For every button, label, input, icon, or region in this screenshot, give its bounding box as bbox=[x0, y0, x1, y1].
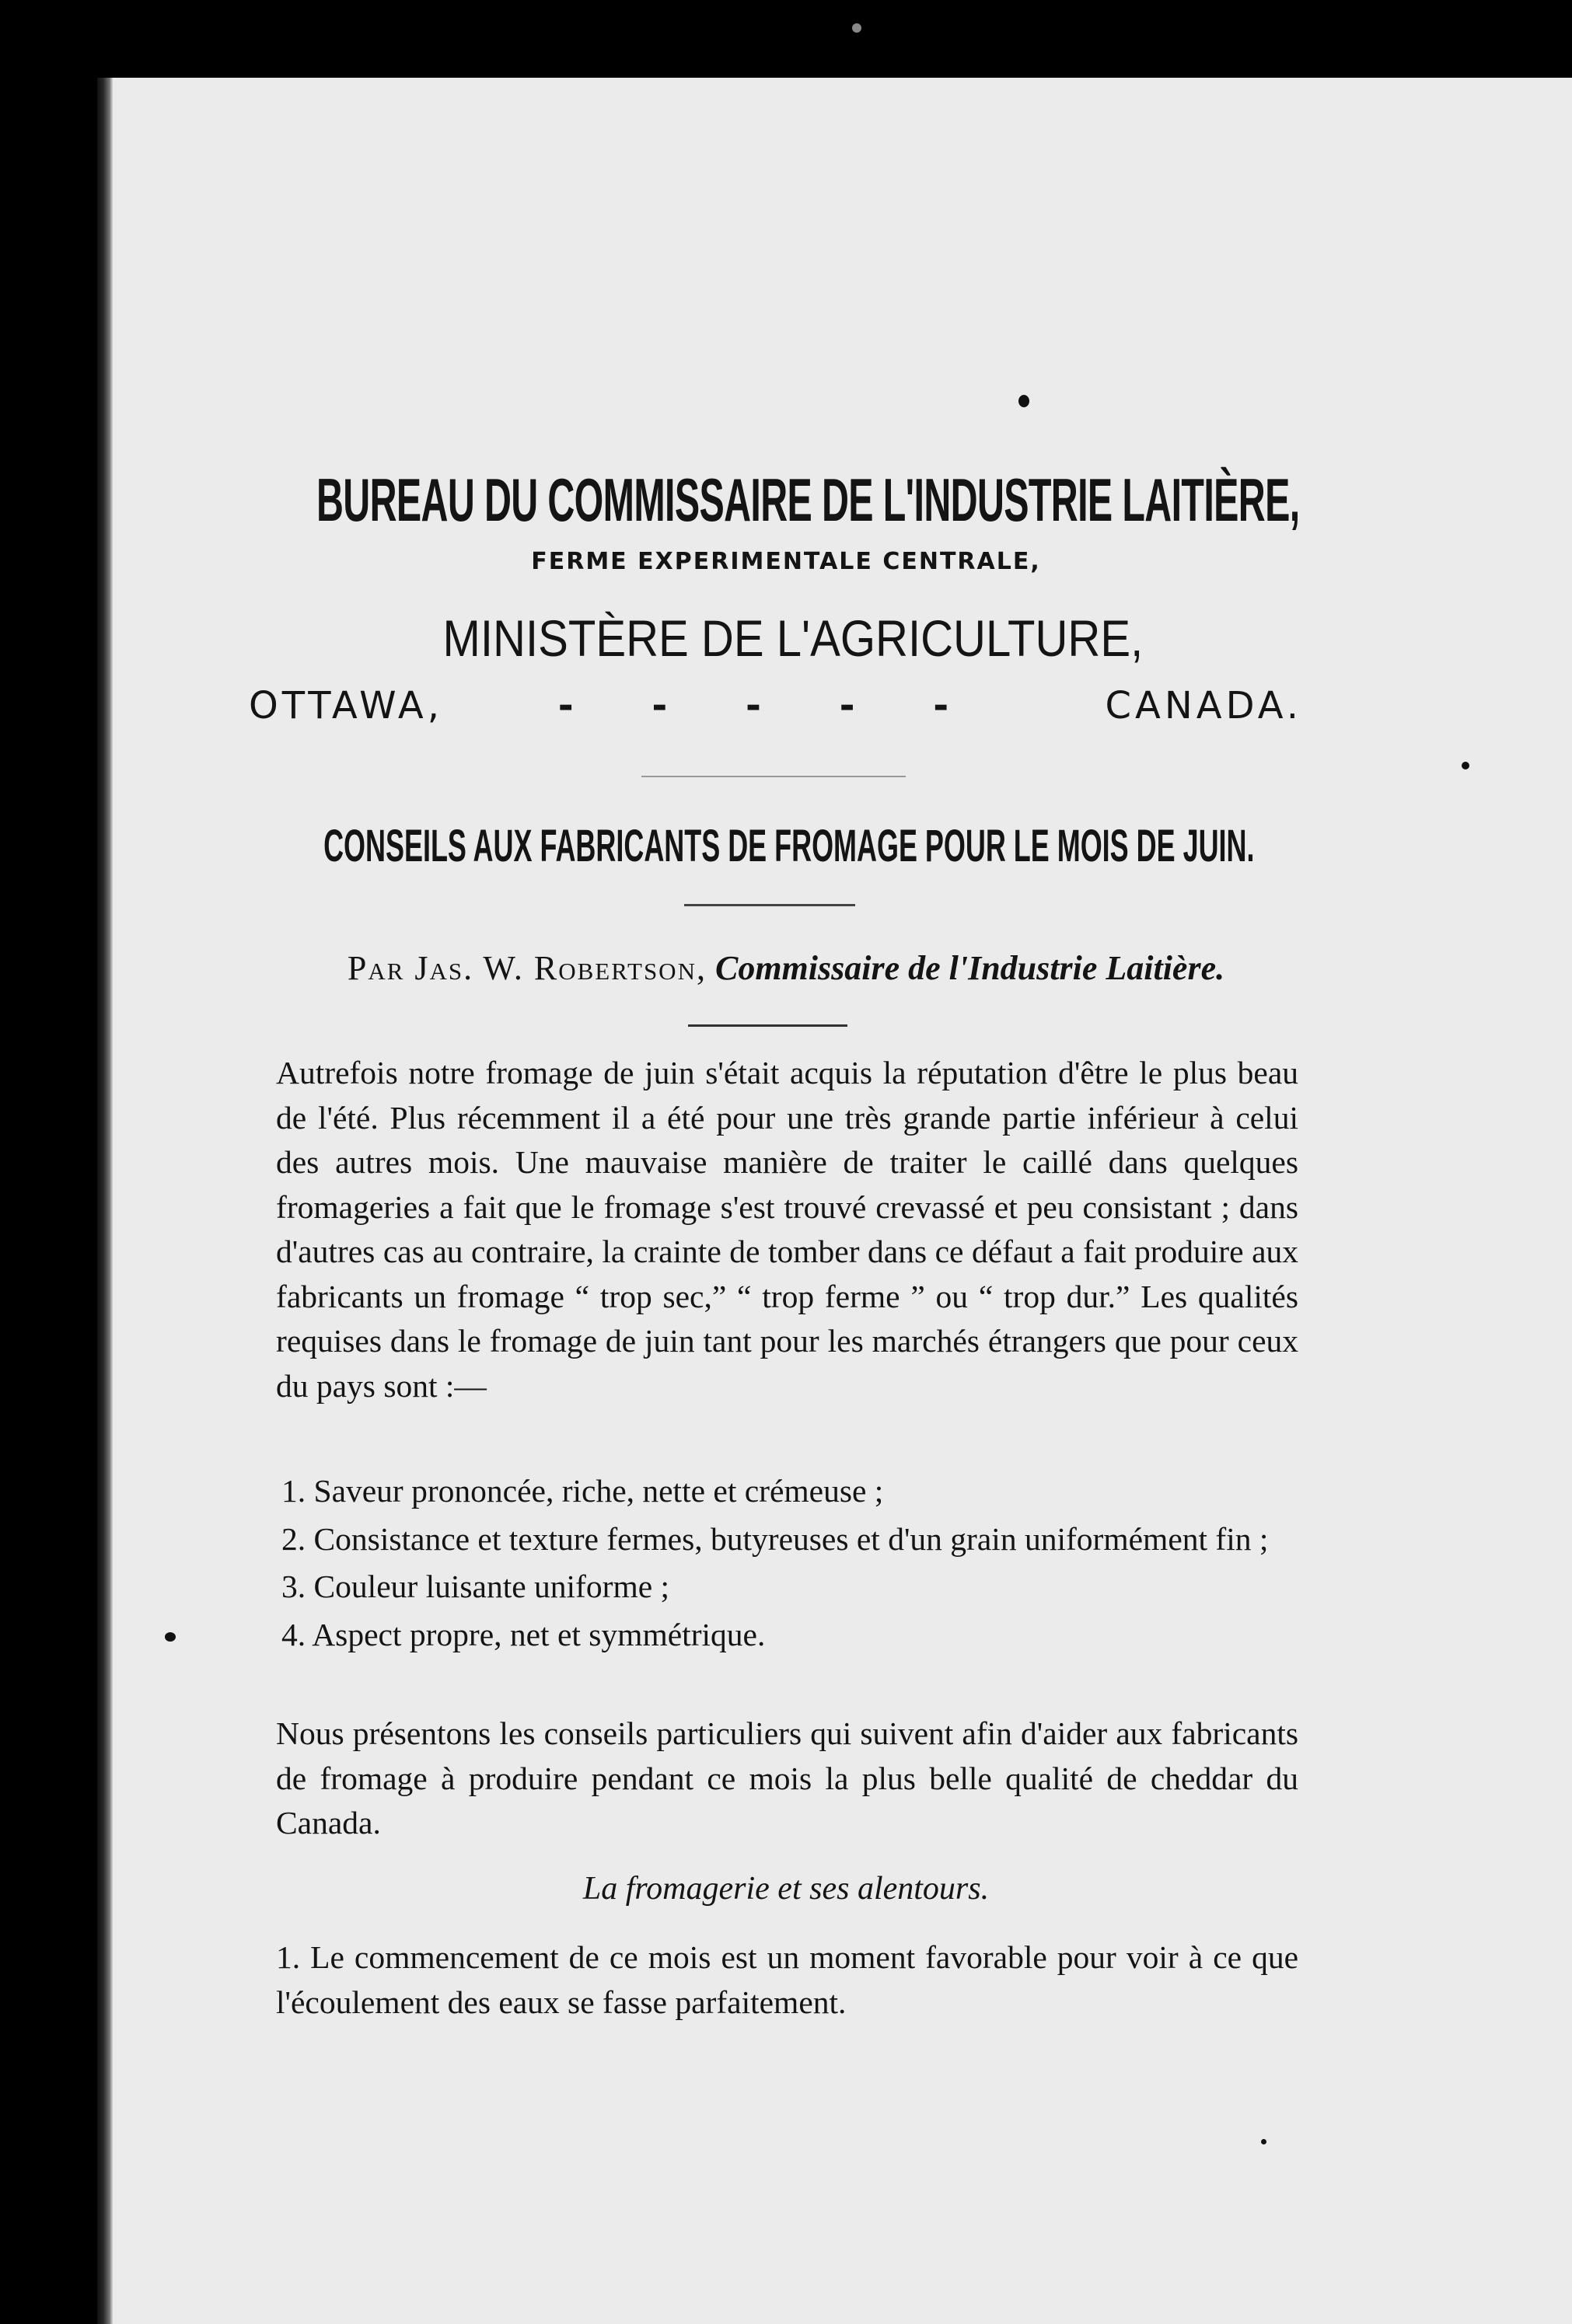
ferme-heading: FERME EXPERIMENTALE CENTRALE, bbox=[531, 548, 1041, 575]
quality-item: 1. Saveur prononcée, riche, nette et crémeuse ; bbox=[281, 1473, 884, 1509]
country-label: CANADA. bbox=[1105, 684, 1302, 728]
ministere-heading: MINISTÈRE DE L'AGRICULTURE, bbox=[442, 609, 1144, 667]
qualities-list bbox=[281, 1469, 1298, 1657]
section-heading: La fromagerie et ses alentours. bbox=[582, 1871, 990, 1907]
advice-text: Nous présentons les conseils particuliers qui suivent afin d'aider aux fabricants de fromage à produire pendant ce mois la plus belle qualité de cheddar du Canada. bbox=[276, 1715, 1298, 1841]
quality-item: 3. Couleur luisante uniforme ; bbox=[281, 1569, 670, 1604]
document-title: CONSEILS AUX FABRICANTS DE FROMAGE POUR LE MOIS DE JUIN. bbox=[323, 821, 1255, 871]
byline bbox=[0, 948, 1572, 988]
city-label: OTTAWA, bbox=[249, 684, 443, 728]
ink-speck bbox=[165, 1632, 176, 1642]
intro-text: Autrefois notre fromage de juin s'était acquis la réputation d'être le plus beau de l'été. Plus récemment il a été pour une très grande partie inférieur à celui des autres mois. Une mauvaise manière de traiter le caillé dans quelques fromageries a fait que le fromage s'est trouvé crevassé et peu consistant ; dans d'autres cas au contraire, la crainte de tomber dans ce défaut a fait produire aux fabricants un fromage “ trop sec,” “ trop ferme ” ou “ trop dur.” Les qualités requises dans le fromage de juin tant pour les marchés étrangers que pour ceux du pays sont :— bbox=[276, 1055, 1298, 1404]
binding-edge bbox=[97, 78, 113, 2324]
intro-paragraph bbox=[276, 1051, 1298, 1408]
advice-paragraph bbox=[276, 1712, 1298, 1846]
divider-rule bbox=[641, 776, 906, 777]
divider-rule bbox=[684, 904, 855, 906]
quality-item: 2. Consistance et texture fermes, butyreuses et d'un grain uniformément fin ; bbox=[281, 1520, 1269, 1557]
location-line bbox=[249, 684, 1302, 738]
bureau-heading: BUREAU DU COMMISSAIRE DE L'INDUSTRIE LAITIÈRE, bbox=[316, 466, 1300, 534]
author-name: Par Jas. W. Robertson, bbox=[347, 949, 707, 987]
dash-separator: - - - - - bbox=[557, 684, 982, 728]
divider-rule bbox=[688, 1024, 847, 1027]
ink-speck bbox=[852, 23, 861, 33]
quality-item: 4. Aspect propre, net et symmétrique. bbox=[281, 1616, 766, 1652]
section-paragraph bbox=[276, 1935, 1298, 2025]
ink-speck bbox=[1018, 395, 1029, 407]
section-text: 1. Le commencement de ce mois est un moment favorable pour voir à ce que l'écoulement des eaux se fasse parfaitement. bbox=[276, 1939, 1298, 2020]
ink-speck bbox=[1462, 762, 1469, 769]
author-role: Commissaire de l'Industrie Laitière. bbox=[714, 949, 1225, 987]
ink-speck bbox=[1261, 2139, 1266, 2144]
